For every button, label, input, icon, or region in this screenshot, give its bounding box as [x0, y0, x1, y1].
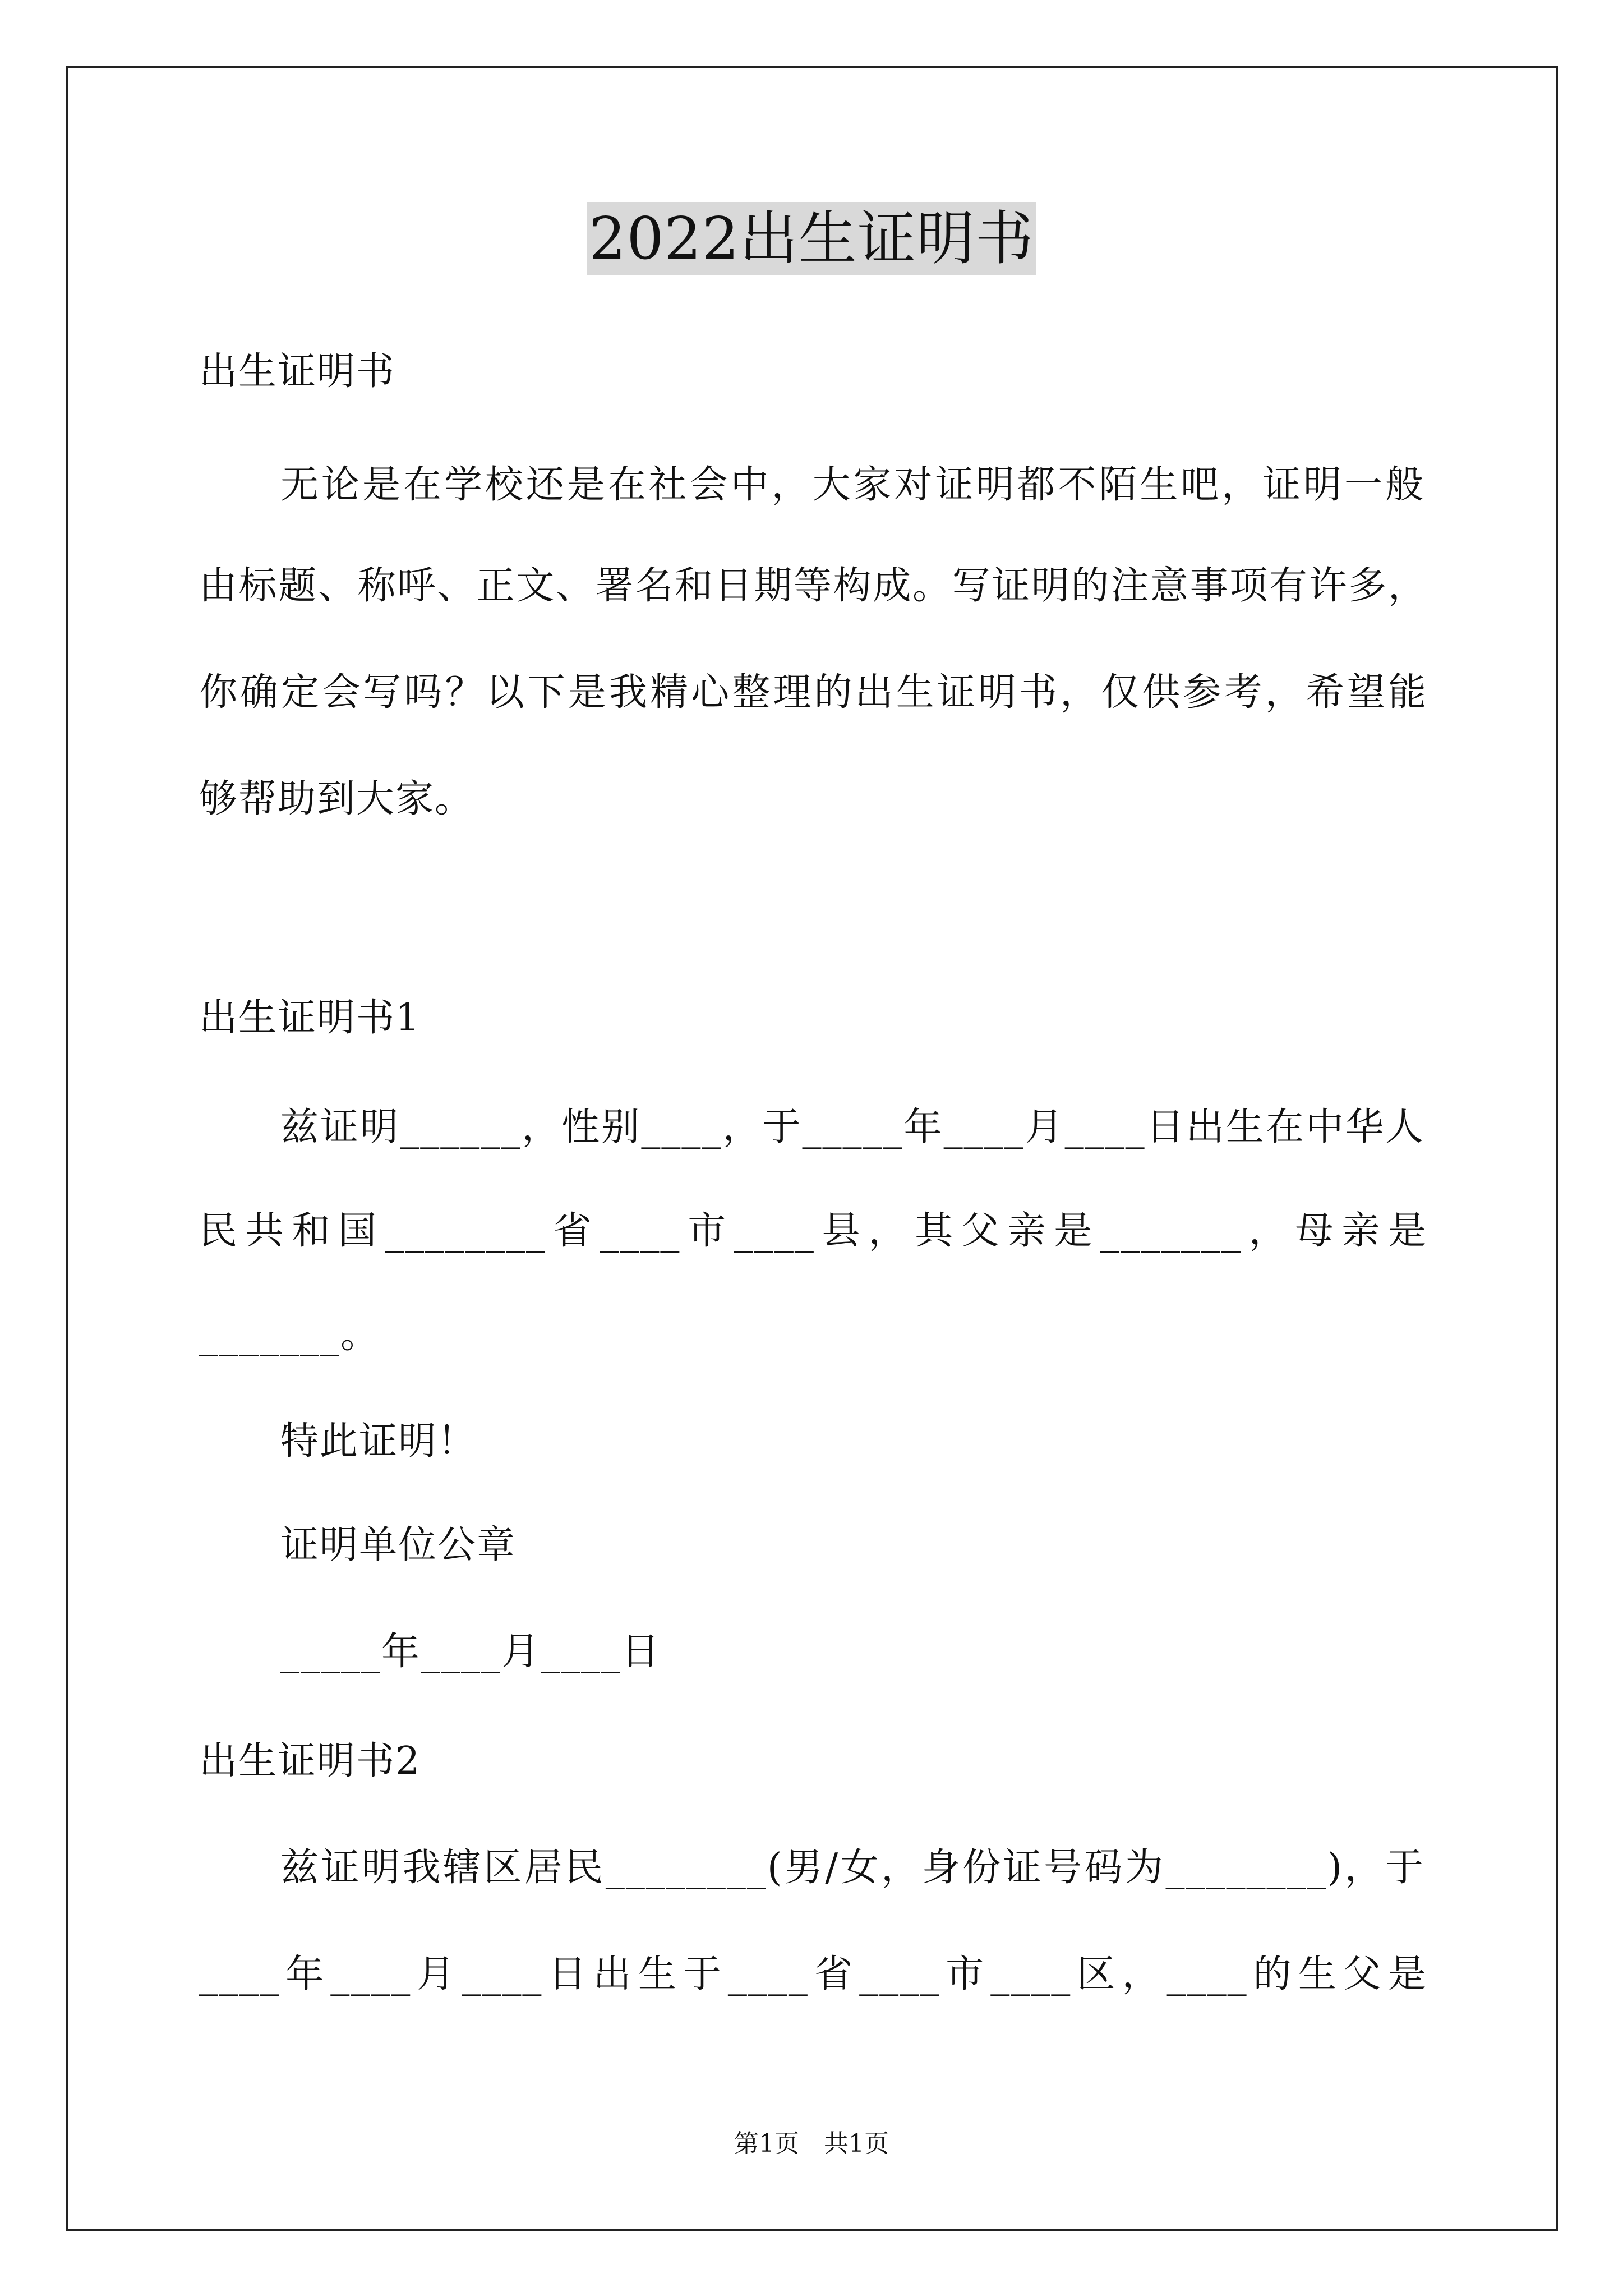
sample-1-closing: 特此证明！ [280, 1419, 477, 1464]
intro-line-4: 够帮助到大家。 [199, 777, 474, 821]
title-container [0, 202, 1623, 275]
heading-sample-2: 出生证明书2 [199, 1739, 421, 1783]
intro-line-3: 你确定会写吗？以下是我精心整理的出生证明书，仅供参考，希望能 [199, 670, 1427, 715]
sample-1-line-2: 民共和国________省____市____县，其父亲是_______，母亲是 [199, 1209, 1427, 1253]
sample-2-line-1: 兹证明我辖区居民________(男/女，身份证号码为________)，于 [280, 1846, 1424, 1890]
heading-sample-1: 出生证明书1 [199, 996, 421, 1040]
intro-line-1: 无论是在学校还是在社会中，大家对证明都不陌生吧，证明一般 [280, 463, 1424, 507]
page-footer: 第1页 共1页 [734, 2129, 889, 2158]
sample-1-seal: 证明单位公章 [280, 1523, 517, 1567]
heading-intro: 出生证明书 [199, 349, 396, 394]
intro-line-2: 由标题、称呼、正文、署名和日期等构成。写证明的注意事项有许多， [199, 564, 1427, 608]
document-title: 2022出生证明书 [587, 202, 1036, 275]
sample-2-line-2: ____年____月____日出生于____省____市____区，____的生父是 [199, 1952, 1427, 1996]
sample-1-line-3: _______。 [199, 1313, 380, 1357]
sample-1-line-1: 兹证明______，性别____，于_____年____月____日出生在中华人 [280, 1105, 1424, 1149]
sample-1-date: _____年____月____日 [280, 1630, 661, 1674]
